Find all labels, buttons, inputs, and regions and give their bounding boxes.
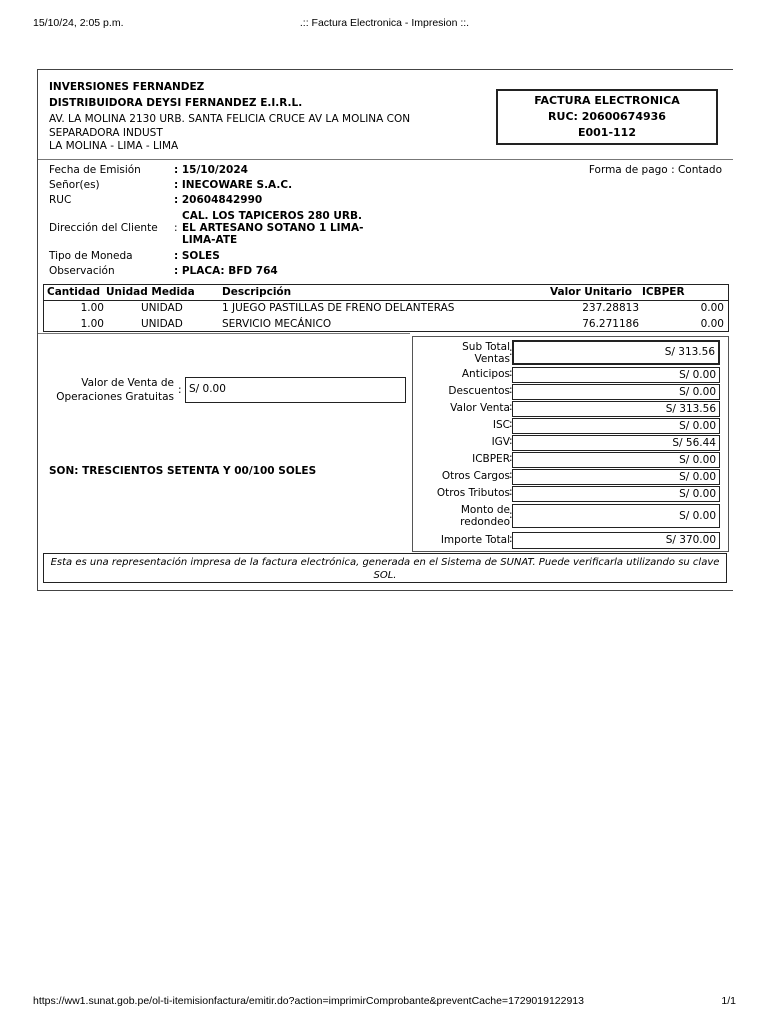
issuer-company: DISTRIBUIDORA DEYSI FERNANDEZ E.I.R.L. xyxy=(49,97,303,109)
total-colon: : xyxy=(509,533,513,545)
cell-icbper: 0.00 xyxy=(700,302,724,314)
forma-pago: Forma de pago : Contado xyxy=(588,164,722,176)
total-value: S/ 0.00 xyxy=(512,486,720,502)
print-page-number: 1/1 xyxy=(721,995,736,1007)
document-box xyxy=(496,89,718,145)
total-label: Otros Cargos xyxy=(441,470,510,482)
total-value: S/ 0.00 xyxy=(512,504,720,528)
total-value: S/ 0.00 xyxy=(512,418,720,434)
document-type: FACTURA ELECTRONICA xyxy=(534,94,680,107)
document-number: E001-112 xyxy=(577,126,636,139)
cell-cantidad: 1.00 xyxy=(80,302,104,314)
total-colon: : xyxy=(509,452,513,464)
gratuitas-value: S/ 0.00 xyxy=(185,377,406,403)
ruc-label: RUC xyxy=(49,194,72,206)
fecha-label: Fecha de Emisión xyxy=(49,164,141,176)
col-cantidad: Cantidad xyxy=(47,286,101,298)
sunat-note: Esta es una representación impresa de la factura electrónica, generada en el Sistema de SUNAT. Puede verificarla utilizando su clave SOL. xyxy=(43,553,727,583)
header-divider xyxy=(38,159,733,160)
cell-valor-unitario: 237.28813 xyxy=(582,302,639,314)
col-descripcion: Descripción xyxy=(222,286,292,298)
total-value: S/ 313.56 xyxy=(512,401,720,417)
cell-descripcion: SERVICIO MECÁNICO xyxy=(222,318,332,330)
print-datetime: 15/10/24, 2:05 p.m. xyxy=(33,17,124,29)
total-colon: : xyxy=(509,418,513,430)
items-table-header xyxy=(44,285,728,301)
direccion-colon: : xyxy=(174,222,178,234)
total-colon: : xyxy=(509,346,513,358)
gratuitas-label: Valor de Venta de Operaciones Gratuitas xyxy=(56,377,174,403)
totals-box xyxy=(412,336,729,552)
total-label: Anticipos xyxy=(461,368,510,380)
cell-cantidad: 1.00 xyxy=(80,318,104,330)
total-label: ISC xyxy=(492,419,510,431)
print-footer xyxy=(33,995,736,1009)
cell-valor-unitario: 76.271186 xyxy=(582,318,639,330)
total-value: S/ 0.00 xyxy=(512,367,720,383)
direccion-line2: EL ARTESANO SOTANO 1 LIMA- xyxy=(182,222,364,234)
total-label: Descuentos xyxy=(448,385,510,397)
print-title: .:: Factura Electronica - Impresion ::. xyxy=(299,17,470,29)
total-value: S/ 313.56 xyxy=(512,340,720,365)
total-colon: : xyxy=(509,486,513,498)
moneda-value: : SOLES xyxy=(174,250,220,262)
total-colon: : xyxy=(509,435,513,447)
cell-icbper: 0.00 xyxy=(700,318,724,330)
issuer-name: INVERSIONES FERNANDEZ xyxy=(49,81,205,93)
total-colon: : xyxy=(509,401,513,413)
col-icbper: ICBPER xyxy=(642,286,685,298)
senor-value: : INECOWARE S.A.C. xyxy=(174,179,293,191)
gratuitas-colon: : xyxy=(178,384,182,396)
col-valor-unitario: Valor Unitario xyxy=(550,286,632,298)
direccion-line3: LIMA-ATE xyxy=(182,234,238,246)
senor-label: Señor(es) xyxy=(49,179,100,191)
total-value: S/ 0.00 xyxy=(512,469,720,485)
total-colon: : xyxy=(509,384,513,396)
col-unidad: Unidad Medida xyxy=(106,286,195,298)
cell-descripcion: 1 JUEGO PASTILLAS DE FRENO DELANTERAS xyxy=(222,302,455,314)
total-colon: : xyxy=(509,509,513,521)
amount-in-words: SON: TRESCIENTOS SETENTA Y 00/100 SOLES xyxy=(49,465,317,477)
total-label: Valor Venta xyxy=(450,402,510,414)
total-value: S/ 56.44 xyxy=(512,435,720,451)
total-label: Otros Tributos xyxy=(436,487,510,499)
print-url[interactable]: https://ww1.sunat.gob.pe/ol-ti-itemisionfactura/emitir.do?action=imprimirComprobante&preventCache=1729019122913 xyxy=(33,995,584,1007)
total-label: IGV xyxy=(491,436,510,448)
total-value: S/ 370.00 xyxy=(512,532,720,549)
total-label: Sub Total Ventas xyxy=(462,341,510,365)
ruc-value: : 20604842990 xyxy=(174,194,263,206)
total-colon: : xyxy=(509,469,513,481)
items-table xyxy=(43,284,729,332)
issuer-address: AV. LA MOLINA 2130 URB. SANTA FELICIA CRUCE AV LA MOLINA CON SEPARADORA INDUST xyxy=(49,113,411,139)
observacion-value: : PLACA: BFD 764 xyxy=(174,265,278,277)
invoice-sheet xyxy=(37,69,733,591)
moneda-label: Tipo de Moneda xyxy=(49,250,133,262)
total-label: Monto de redondeo xyxy=(460,504,510,528)
document-ruc: RUC: 20600674936 xyxy=(548,110,666,123)
total-value: S/ 0.00 xyxy=(512,384,720,400)
total-label: Importe Total xyxy=(440,534,510,546)
direccion-line1: CAL. LOS TAPICEROS 280 URB. xyxy=(182,210,362,222)
items-divider xyxy=(38,333,410,334)
total-label: ICBPER xyxy=(472,453,510,465)
issuer-district: LA MOLINA - LIMA - LIMA xyxy=(49,140,179,152)
fecha-value: : 15/10/2024 xyxy=(174,164,248,176)
cell-unidad: UNIDAD xyxy=(141,318,183,330)
observacion-label: Observación xyxy=(49,265,115,277)
print-header xyxy=(33,17,736,31)
direccion-label: Dirección del Cliente xyxy=(49,222,158,234)
total-colon: : xyxy=(509,367,513,379)
total-value: S/ 0.00 xyxy=(512,452,720,468)
cell-unidad: UNIDAD xyxy=(141,302,183,314)
